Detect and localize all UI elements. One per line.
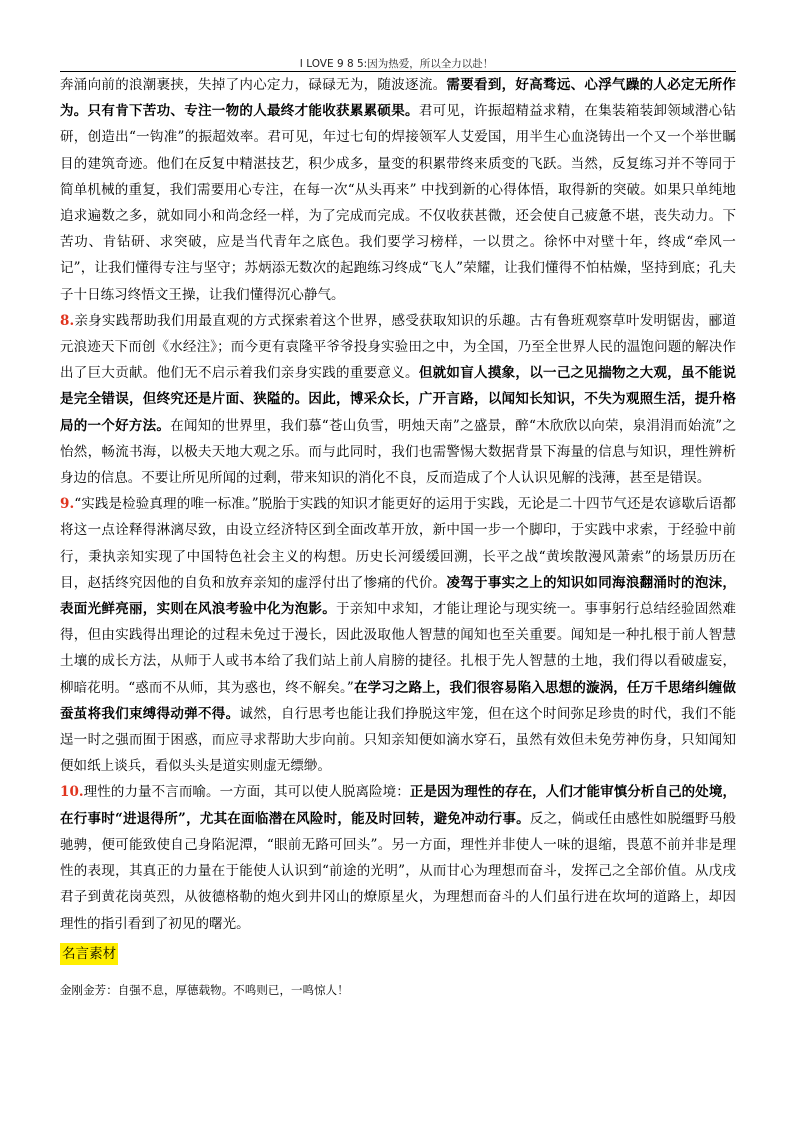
paragraph-number: 8. (60, 312, 75, 329)
text-run: 奔涌向前的浪潮裹挟，失掉了内心定力，碌碌无为，随波逐流。 (60, 77, 447, 93)
bold-text-run: 凌驾于事实之上的知识如同海浪翻涌时的泡沫，表面光鲜亮丽，实则在风浪考验中化为泡影。 (60, 574, 736, 618)
paragraph-9 (60, 491, 736, 779)
bold-text-run: 需要看到，好高骛远、心浮气躁的人必定无所作为。只有肯下苦功、专注一物的人最终才能收获累累硕果。 (60, 77, 736, 120)
quote-line: 金刚金芳：自强不息，厚德载物。不鸣则已，一鸣惊人！ (60, 982, 349, 997)
text-run: 理性的力量不言而喻。一方面，其可以使人脱离险境： (83, 784, 410, 801)
paragraph-10 (60, 779, 736, 936)
text-run: 亲身实践帮助我们用最直观的方式探索着这个世界，感受获取知识的乐趣。古有鲁班观察草叶发明锯齿，郦道元浪迹天下而创《水经注》；而今更有袁隆平爷爷投身实验田之中，为全国，乃至全世界人民的温饱问题的解决作出了巨大贡献。他们无不启示着我们亲身实践的重要意义。 (60, 312, 736, 382)
text-run: “实践是检验真理的唯一标准。”脱胎于实践的知识才能更好的运用于实践，无论是二十四节气还是农谚歇后语都将这一点诠释得淋漓尽致，由设立经济特区到全面改革开放，新中国一步一个脚印，于实践中求索，于经验中前行，秉执亲知实现了中国特色社会主义的构想。历史长河缓缓回溯，长平之战“黄埃散漫风萧索”的场景历历在目，赵括终究因他的自负和放弃亲知的虚浮付出了惨痛的代价。 (60, 496, 736, 591)
paragraph-8 (60, 308, 736, 491)
text-run: 君可见，许振超精益求精，在集装箱装卸领域潜心钻研，创造出“一钩准”的振超效率。君可见，年过七旬的焊接领军人艾爱国，用半生心血浇铸出一个又一个举世瞩目的建筑奇迹。他们在反复中精湛技艺，积少成多，量变的积累带终来质变的飞跃。当然，反复练习并不等同于简单机械的重复，我们需要用心专注，在每一次“从头再来” 中找到新的心得体悟，取得新的突破。如果只单纯地追求遍数之多，就如同小和尚念经一样，为了完成而完成。不仅收获甚微，还会使自己疲惫不堪，丧失动力。下苦功、肯钻研、求突破，应是当代青年之底色。我们要学习榜样，一以贯之。徐怀中对壁十年，终成“牵风一记”，让我们懂得专注与坚守；苏炳添无数次的起跑练习终成“飞人”荣耀，让我们懂得不怕枯燥，坚持到底；孔夫子十日练习终悟文王操，让我们懂得沉心静气。 (60, 103, 736, 303)
text-run: 于亲知中求知，才能让理论与现实统一。事事躬行总结经验固然难得，但由实践得出理论的过程未免过于漫长，因此汲取他人智慧的闻知也至关重要。闻知是一种扎根于前人智慧土壤的成长方法，从师于人或书本给了我们站上前人肩膀的捷径。扎根于先人智慧的土地，我们得以看破虚妄，柳暗花明。“惑而不从师，其为惑也，终不解矣。” (60, 601, 737, 696)
text-run: 在闻知的世界里，我们慕“苍山负雪，明烛天南”之盛景，醉“木欣欣以向荣，泉涓涓而始流”之怡然，畅流书海，以极夫天地大观之乐。而与此同时，我们也需警惕大数据背景下海量的信息与知识，理性辨析身边的信息。不要让所见所闻的过剩，带来知识的消化不良，反而造成了个人认识见解的浅薄，甚至是错误。 (60, 417, 736, 487)
document-body (60, 72, 736, 999)
paragraph-number: 10. (60, 784, 84, 801)
paragraph-intro (60, 72, 736, 308)
text-run: 诚然，自行思考也能让我们挣脱这牢笼，但在这个时间弥足珍贵的时代，我们不能逞一时之强而囿于困惑，而应寻求帮助大步向前。只知亲知便如滴水穿石，虽然有效但未免劳神伤身，只知闻知便如纸上谈兵，看似头头是道实则虚无缥缈。 (60, 705, 736, 775)
page-header: I LOVE 9 8 5:因为热爱，所以全力以赴！ (299, 58, 494, 70)
text-run: 反之，倘或任由感性如脱缰野马般驰骋，便可能致使自己身陷泥潭，“眼前无路可回头”。另一方面，理性并非使人一味的退缩，畏葸不前并非是理性的表现，其真正的力量在于能使人认识到“前途的光明”，从而甘心为理想而奋斗，发挥己之全部价值。从戊戌君子到黄花岗英烈，从彼德格勒的炮火到井冈山的燎原星火，为理想而奋斗的人们虽行进在坎坷的道路上，却因理性的指引看到了初见的曙光。 (60, 810, 737, 932)
section-label-block (60, 941, 736, 967)
section-label: 名言素材 (60, 943, 118, 965)
bold-text-run: 正是因为理性的存在，人们才能审慎分析自己的处境，在行事时“进退得所”，尤其在面临潜在风险时，能及时回转，避免冲动行事。 (60, 784, 736, 827)
paragraph-number: 9. (60, 496, 75, 513)
bold-text-run: 但就如盲人摸象，以一己之见揣物之大观，虽不能说是完全错误，但终究还是片面、狭隘的。因此，博采众长，广开言路，以闻知长知识，不失为观照生活，提升格局的一个好方法。 (60, 365, 736, 434)
bold-text-run: 在学习之路上，我们很容易陷入思想的漩涡，任万千思绪纠缠做蚕茧将我们束缚得动弹不得。 (60, 679, 736, 722)
